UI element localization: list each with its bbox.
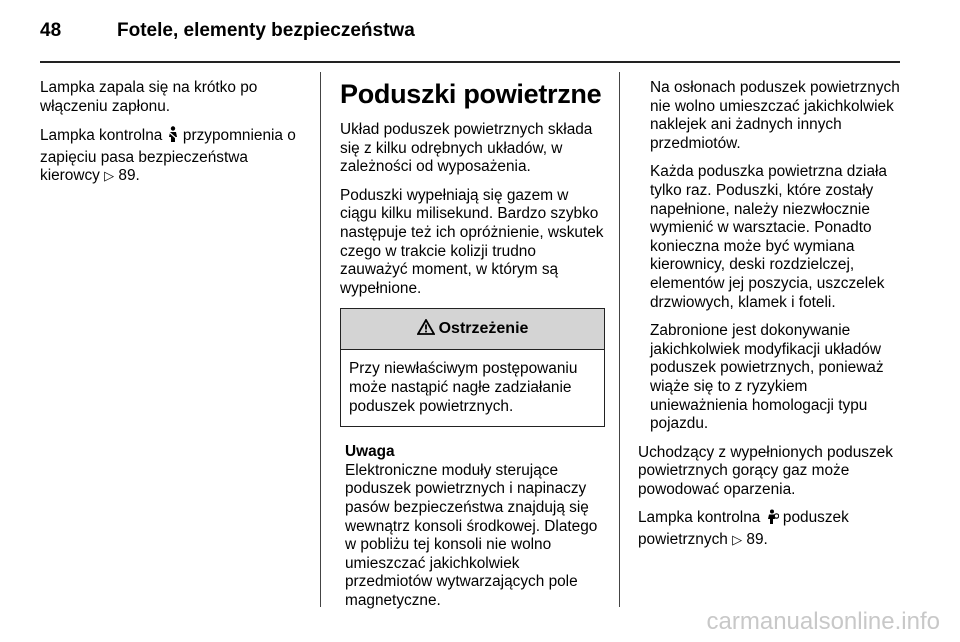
seatbelt-page-ref[interactable]: 89. (118, 167, 140, 185)
watermark: carmanualsonline.info (706, 608, 940, 635)
warning-title: Ostrzeżenie (438, 320, 529, 338)
note-block (340, 443, 605, 610)
note-title: Uwaga (345, 443, 395, 461)
seatbelt-text-after: przypomnienia o zapięciu pasa bezpieczeństwa kierowcy (40, 127, 296, 185)
seatbelt-reminder-icon (167, 126, 179, 149)
page-ref-arrow-icon: ▷ (732, 532, 743, 548)
airbag-text-before: Lampka kontrolna (638, 509, 765, 527)
airbag-text-after: poduszek powietrznych (638, 509, 849, 549)
paragraph-ignition: Lampka zapala się na krótko po włączeniu zapłonu. (40, 79, 258, 115)
airbag-indicator-icon (765, 509, 779, 531)
paragraph-airbag-system: Układ poduszek powietrznych składa się z kilku odrębnych układów, w zależności od wyposażenia. (340, 121, 593, 176)
page-number: 48 (40, 20, 62, 41)
paragraph-seatbelt-reminder (40, 126, 308, 186)
warning-text: Przy niewłaściwym postępowaniu może nastąpić nagłe zadziałanie poduszek powietrznych. (349, 360, 578, 415)
column-2 (340, 79, 605, 610)
page-title: Fotele, elementy bezpieczeństwa (117, 20, 415, 41)
warning-triangle-icon (417, 319, 435, 341)
seatbelt-text-before: Lampka kontrolna (40, 127, 167, 145)
paragraph-hot-gas: Uchodzący z wypełnionych poduszek powietrznych gorący gaz może powodować oparzenia. (638, 443, 893, 498)
section-heading: Poduszki powietrzne (340, 79, 602, 109)
paragraph-airbag-single-use: Każda poduszka powietrzna działa tylko raz. Poduszki, które zostały napełnione, należy niezwłocznie wymienić w warsztacie. Ponadto konieczna może być wymiana kierownicy, deski rozdzielczej, elementów jej poszycia, uszczelek drzwiowych, klamek i foteli. (650, 163, 887, 311)
column-divider-left (320, 72, 321, 607)
paragraph-airbag-modifications: Zabronione jest dokonywanie jakichkolwiek modyfikacji układów poduszek powietrznych, ponieważ wiąże się to z ryzykiem unieważnienia homologacji typu pojazdu. (650, 322, 884, 433)
page-ref-arrow-icon: ▷ (104, 168, 115, 184)
warning-header (341, 309, 604, 350)
paragraph-airbag-covers: Na osłonach poduszek powietrznych nie wolno umieszczać jakichkolwiek naklejek ani żadnych innych przedmiotów. (650, 79, 900, 152)
column-divider-right (619, 72, 620, 607)
paragraph-airbag-indicator (638, 509, 903, 549)
column-3 (638, 79, 903, 560)
note-text: Elektroniczne moduły sterujące poduszek powietrznych i napinaczy pasów bezpieczeństwa znajdują się wewnątrz konsoli środkowej. Dlatego w pobliżu tej konsoli nie wolno umieszczać jakichkolwiek przedmiotów wytwarzających pole magnetyczne. (345, 461, 598, 609)
airbag-page-ref[interactable]: 89. (746, 531, 768, 549)
paragraph-airbag-inflation: Poduszki wypełniają się gazem w ciągu kilku milisekund. Bardzo szybko następuje też ich opróżnienie, wskutek czego w trakcie kolizji trudno zauważyć moment, w którym są wypełnione. (340, 186, 604, 297)
header-rule (40, 61, 900, 63)
warning-box (340, 308, 605, 427)
column-1 (40, 79, 308, 196)
